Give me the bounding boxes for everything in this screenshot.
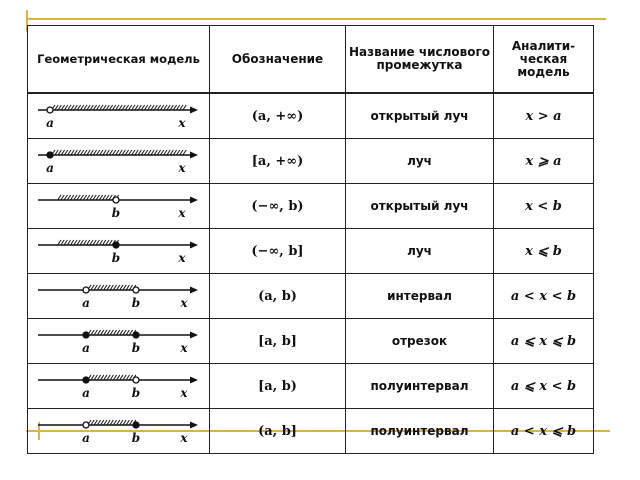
- geometric-model-cell: [28, 229, 210, 274]
- geometric-model-cell: [28, 184, 210, 229]
- closed-endpoint: [113, 242, 119, 248]
- hatch-stroke: [107, 420, 110, 425]
- hatch-stroke: [106, 195, 109, 200]
- table-row: [28, 319, 594, 364]
- number-line: [28, 139, 210, 183]
- hatch-stroke: [123, 375, 126, 380]
- axis-arrow: [190, 152, 198, 159]
- number-line: [28, 409, 210, 453]
- interval-name-cell: открытый луч: [346, 184, 494, 229]
- hatch-stroke: [87, 105, 90, 110]
- axis-arrow: [190, 332, 198, 339]
- hatch-stroke: [130, 285, 133, 290]
- hatch-stroke: [98, 420, 101, 425]
- notation-cell: [a, b): [210, 364, 346, 409]
- hatch-stroke: [103, 150, 106, 155]
- hatch-stroke: [130, 330, 133, 335]
- interval-name-cell: луч: [346, 229, 494, 274]
- hatch-stroke: [135, 105, 138, 110]
- hatch-stroke: [61, 240, 64, 245]
- hatch-stroke: [119, 150, 122, 155]
- notation-cell: (−∞, b]: [210, 229, 346, 274]
- hatch-stroke: [68, 195, 71, 200]
- hatch-stroke: [100, 105, 103, 110]
- hatch-stroke: [98, 330, 101, 335]
- hatch-stroke: [87, 150, 90, 155]
- hatch-stroke: [154, 150, 157, 155]
- hatch-stroke: [94, 285, 97, 290]
- point-label-b: b: [111, 251, 121, 265]
- hatch-stroke: [103, 195, 106, 200]
- hatch-stroke: [93, 240, 96, 245]
- hatch-stroke: [71, 150, 74, 155]
- hatch-stroke: [132, 105, 135, 110]
- hatch-stroke: [58, 105, 61, 110]
- hatch-stroke: [101, 285, 104, 290]
- open-endpoint: [133, 377, 139, 383]
- hatch-stroke: [110, 105, 113, 110]
- hatch-stroke: [120, 285, 123, 290]
- interval-name-cell: интервал: [346, 274, 494, 319]
- hatch-stroke: [62, 105, 65, 110]
- hatch-stroke: [94, 150, 97, 155]
- hatch-stroke: [142, 150, 145, 155]
- hatch-stroke: [91, 285, 94, 290]
- hatch-stroke: [145, 150, 148, 155]
- hatch-stroke: [90, 240, 93, 245]
- hatch-stroke: [120, 375, 123, 380]
- hatch-stroke: [120, 330, 123, 335]
- point-label-a: a: [46, 161, 54, 175]
- hatch-stroke: [104, 285, 107, 290]
- hatch-stroke: [104, 420, 107, 425]
- hatch-stroke: [74, 195, 77, 200]
- hatch-stroke: [114, 285, 117, 290]
- hatch-stroke: [77, 195, 80, 200]
- hatch-stroke: [106, 240, 109, 245]
- hatch-stroke: [107, 285, 110, 290]
- hatch-stroke: [74, 105, 77, 110]
- hatch-stroke: [65, 105, 68, 110]
- hatch-stroke: [55, 150, 58, 155]
- hatch-stroke: [84, 195, 87, 200]
- hatch-stroke: [62, 150, 65, 155]
- hatch-stroke: [110, 375, 113, 380]
- hatch-stroke: [129, 105, 132, 110]
- hatch-stroke: [101, 420, 104, 425]
- hatch-stroke: [138, 150, 141, 155]
- hatch-stroke: [126, 420, 129, 425]
- point-label-b: b: [131, 431, 141, 445]
- number-line: [28, 364, 210, 408]
- hatch-stroke: [126, 375, 129, 380]
- hatch-stroke: [94, 420, 97, 425]
- hatch-stroke: [84, 240, 87, 245]
- axis-label-x: x: [178, 161, 186, 175]
- hatch-stroke: [154, 105, 157, 110]
- hatch-stroke: [74, 150, 77, 155]
- hatch-stroke: [129, 150, 132, 155]
- analytic-model-cell: x > a: [494, 93, 594, 139]
- hatch-stroke: [130, 420, 133, 425]
- hatch-stroke: [98, 285, 101, 290]
- header-notation: Обозначение: [210, 26, 346, 94]
- hatch-stroke: [104, 375, 107, 380]
- hatch-stroke: [117, 285, 120, 290]
- hatch-stroke: [110, 150, 113, 155]
- interval-name-cell: отрезок: [346, 319, 494, 364]
- closed-endpoint: [83, 377, 89, 383]
- hatch-stroke: [126, 105, 129, 110]
- hatch-stroke: [114, 375, 117, 380]
- interval-name-cell: полуинтервал: [346, 364, 494, 409]
- analytic-model-cell: a ⩽ x ⩽ b: [494, 319, 594, 364]
- table-row: [28, 229, 594, 274]
- hatch-stroke: [64, 195, 67, 200]
- hatch-stroke: [78, 105, 81, 110]
- hatch-stroke: [97, 150, 100, 155]
- hatch-stroke: [103, 105, 106, 110]
- notation-cell: [a, +∞): [210, 139, 346, 184]
- number-line: [28, 229, 210, 273]
- hatch-stroke: [68, 105, 71, 110]
- hatch-stroke: [100, 240, 103, 245]
- point-label-a: a: [46, 116, 54, 130]
- hatch-stroke: [158, 150, 161, 155]
- hatch-stroke: [170, 150, 173, 155]
- hatch-stroke: [110, 330, 113, 335]
- closed-endpoint: [133, 332, 139, 338]
- hatch-stroke: [170, 105, 173, 110]
- hatch-stroke: [158, 105, 161, 110]
- analytic-model-cell: a ⩽ x < b: [494, 364, 594, 409]
- number-line: [28, 184, 210, 228]
- hatch-stroke: [138, 105, 141, 110]
- hatch-stroke: [122, 150, 125, 155]
- hatch-stroke: [91, 330, 94, 335]
- hatch-stroke: [84, 105, 87, 110]
- hatch-stroke: [114, 420, 117, 425]
- hatch-stroke: [71, 195, 74, 200]
- point-label-a: a: [82, 296, 90, 310]
- axis-label-x: x: [178, 116, 186, 130]
- point-label-b: b: [111, 206, 121, 220]
- hatch-stroke: [177, 150, 180, 155]
- hatch-stroke: [94, 330, 97, 335]
- point-label-b: b: [131, 296, 141, 310]
- hatch-stroke: [106, 105, 109, 110]
- geometric-model-cell: [28, 93, 210, 139]
- hatch-stroke: [80, 195, 83, 200]
- hatch-stroke: [98, 375, 101, 380]
- hatch-stroke: [68, 150, 71, 155]
- axis-arrow: [190, 107, 198, 114]
- point-label-a: a: [82, 431, 90, 445]
- hatch-stroke: [183, 105, 186, 110]
- hatch-stroke: [101, 375, 104, 380]
- hatch-stroke: [65, 150, 68, 155]
- geometric-model-cell: [28, 274, 210, 319]
- interval-name-cell: полуинтервал: [346, 409, 494, 454]
- hatch-stroke: [101, 330, 104, 335]
- hatch-stroke: [119, 105, 122, 110]
- hatch-stroke: [58, 240, 61, 245]
- closed-endpoint: [47, 152, 53, 158]
- hatch-stroke: [183, 150, 186, 155]
- hatch-stroke: [93, 195, 96, 200]
- hatch-stroke: [164, 150, 167, 155]
- hatch-stroke: [116, 105, 119, 110]
- interval-name-cell: луч: [346, 139, 494, 184]
- hatch-stroke: [97, 105, 100, 110]
- hatch-stroke: [77, 240, 80, 245]
- hatch-stroke: [180, 105, 183, 110]
- hatch-stroke: [114, 330, 117, 335]
- hatch-stroke: [68, 240, 71, 245]
- hatch-stroke: [126, 150, 129, 155]
- axis-label-x: x: [178, 251, 186, 265]
- hatch-stroke: [177, 105, 180, 110]
- axis-label-x: x: [178, 206, 186, 220]
- hatch-stroke: [64, 240, 67, 245]
- geometric-model-cell: [28, 364, 210, 409]
- hatch-stroke: [58, 150, 61, 155]
- table-row: [28, 184, 594, 229]
- axis-arrow: [190, 242, 198, 249]
- axis-label-x: x: [180, 296, 188, 310]
- closed-endpoint: [83, 332, 89, 338]
- hatch-stroke: [90, 195, 93, 200]
- hatch-stroke: [135, 150, 138, 155]
- hatch-stroke: [106, 150, 109, 155]
- interval-name-cell: открытый луч: [346, 93, 494, 139]
- hatch-stroke: [81, 105, 84, 110]
- point-label-b: b: [131, 386, 141, 400]
- header-analytic-model: Аналити-ческая модель: [494, 26, 594, 94]
- point-label-a: a: [82, 386, 90, 400]
- table-row: [28, 409, 594, 454]
- hatch-stroke: [130, 375, 133, 380]
- geometric-model-cell: [28, 139, 210, 184]
- axis-arrow: [190, 287, 198, 294]
- hatch-stroke: [107, 330, 110, 335]
- hatch-stroke: [80, 240, 83, 245]
- hatch-stroke: [132, 150, 135, 155]
- hatch-stroke: [107, 375, 110, 380]
- hatch-stroke: [103, 240, 106, 245]
- analytic-model-cell: x ⩾ a: [494, 139, 594, 184]
- hatch-stroke: [91, 420, 94, 425]
- axis-label-x: x: [180, 431, 188, 445]
- number-line: [28, 94, 210, 138]
- hatch-stroke: [161, 105, 164, 110]
- hatch-stroke: [151, 105, 154, 110]
- open-endpoint: [83, 287, 89, 293]
- open-endpoint: [47, 107, 53, 113]
- hatch-stroke: [109, 240, 112, 245]
- geometric-model-cell: [28, 409, 210, 454]
- number-line: [28, 274, 210, 318]
- hatch-stroke: [94, 375, 97, 380]
- open-endpoint: [113, 197, 119, 203]
- analytic-model-cell: x ⩽ b: [494, 229, 594, 274]
- table-row: [28, 139, 594, 184]
- closed-endpoint: [133, 422, 139, 428]
- hatch-stroke: [91, 375, 94, 380]
- number-line: [28, 319, 210, 363]
- table-header-row: [28, 26, 594, 94]
- axis-arrow: [190, 377, 198, 384]
- hatch-stroke: [104, 330, 107, 335]
- hatch-stroke: [100, 150, 103, 155]
- hatch-stroke: [58, 195, 61, 200]
- hatch-stroke: [117, 420, 120, 425]
- hatch-stroke: [74, 240, 77, 245]
- hatch-stroke: [87, 240, 90, 245]
- hatch-stroke: [90, 105, 93, 110]
- hatch-stroke: [84, 150, 87, 155]
- header-interval-name: Название числового промежутка: [346, 26, 494, 94]
- hatch-stroke: [145, 105, 148, 110]
- analytic-model-cell: x < b: [494, 184, 594, 229]
- hatch-stroke: [110, 420, 113, 425]
- hatch-stroke: [87, 195, 90, 200]
- table-row: [28, 93, 594, 139]
- hatch-stroke: [164, 105, 167, 110]
- open-endpoint: [133, 287, 139, 293]
- hatch-stroke: [174, 105, 177, 110]
- axis-label-x: x: [180, 386, 188, 400]
- hatch-stroke: [151, 150, 154, 155]
- hatch-stroke: [142, 105, 145, 110]
- notation-cell: [a, b]: [210, 319, 346, 364]
- axis-label-x: x: [180, 341, 188, 355]
- open-endpoint: [83, 422, 89, 428]
- axis-arrow: [190, 422, 198, 429]
- hatch-stroke: [148, 105, 151, 110]
- hatch-stroke: [126, 285, 129, 290]
- geometric-model-cell: [28, 319, 210, 364]
- hatch-stroke: [116, 150, 119, 155]
- hatch-stroke: [174, 150, 177, 155]
- hatch-stroke: [96, 195, 99, 200]
- hatch-stroke: [117, 330, 120, 335]
- hatch-stroke: [123, 420, 126, 425]
- hatch-stroke: [71, 105, 74, 110]
- notation-cell: (a, b]: [210, 409, 346, 454]
- hatch-stroke: [100, 195, 103, 200]
- analytic-model-cell: a < x < b: [494, 274, 594, 319]
- point-label-a: a: [82, 341, 90, 355]
- hatch-stroke: [81, 150, 84, 155]
- header-geometric-model: Геометрическая модель: [28, 26, 210, 94]
- axis-arrow: [190, 197, 198, 204]
- hatch-stroke: [180, 150, 183, 155]
- hatch-stroke: [148, 150, 151, 155]
- hatch-stroke: [78, 150, 81, 155]
- hatch-stroke: [123, 285, 126, 290]
- hatch-stroke: [120, 420, 123, 425]
- analytic-model-cell: a < x ⩽ b: [494, 409, 594, 454]
- hatch-stroke: [71, 240, 74, 245]
- hatch-stroke: [61, 195, 64, 200]
- hatch-stroke: [90, 150, 93, 155]
- notation-cell: (a, b): [210, 274, 346, 319]
- hatch-stroke: [110, 285, 113, 290]
- table-row: [28, 364, 594, 409]
- hatch-stroke: [123, 330, 126, 335]
- hatch-stroke: [96, 240, 99, 245]
- hatch-stroke: [122, 105, 125, 110]
- numeric-intervals-table: [27, 25, 594, 454]
- hatch-stroke: [113, 105, 116, 110]
- hatch-stroke: [126, 330, 129, 335]
- table-row: [28, 274, 594, 319]
- decorative-top-line: [26, 18, 606, 20]
- hatch-stroke: [94, 105, 97, 110]
- hatch-stroke: [113, 150, 116, 155]
- notation-cell: (a, +∞): [210, 93, 346, 139]
- hatch-stroke: [167, 150, 170, 155]
- hatch-stroke: [167, 105, 170, 110]
- hatch-stroke: [55, 105, 58, 110]
- hatch-stroke: [117, 375, 120, 380]
- notation-cell: (−∞, b): [210, 184, 346, 229]
- hatch-stroke: [161, 150, 164, 155]
- point-label-b: b: [131, 341, 141, 355]
- hatch-stroke: [109, 195, 112, 200]
